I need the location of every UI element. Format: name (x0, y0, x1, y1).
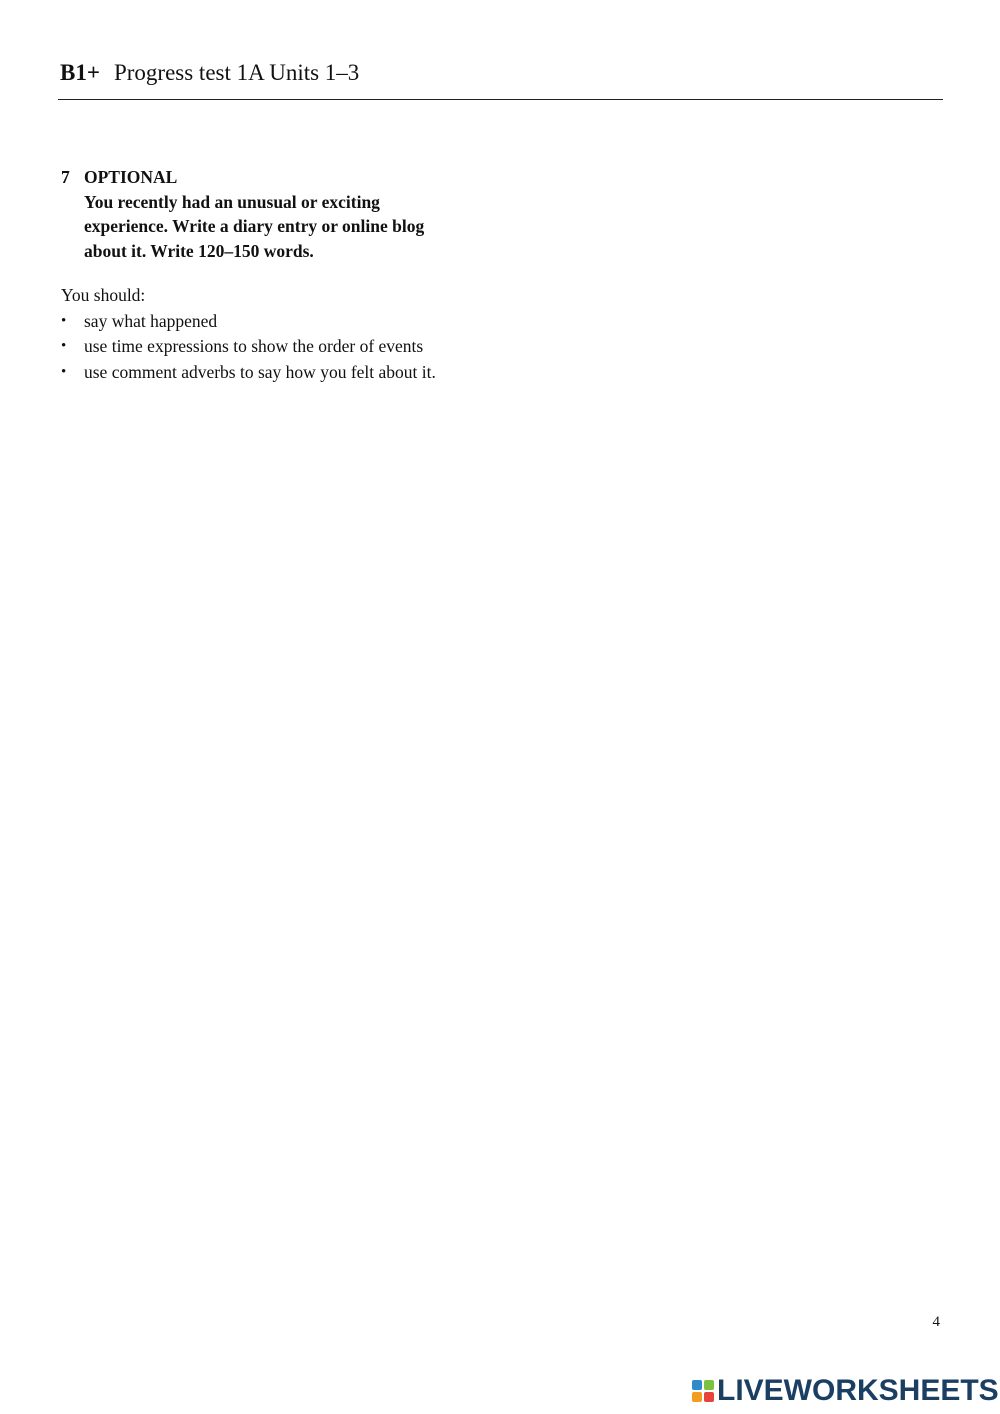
page-header (60, 58, 359, 88)
logo-square-icon (692, 1392, 702, 1402)
task-heading: OPTIONAL (84, 167, 178, 187)
logo-square-icon (692, 1380, 702, 1390)
page-title: Progress test 1A Units 1–3 (113, 60, 360, 85)
list-item (61, 309, 521, 335)
bullet-icon: • (61, 338, 67, 354)
page-number: 4 (932, 1314, 940, 1330)
header-divider (58, 99, 943, 100)
list-item-text: use comment adverbs to say how you felt about it. (84, 361, 436, 382)
instructions (61, 283, 521, 385)
level-label: B1+ (60, 60, 100, 85)
list-item-text: say what happened (84, 310, 218, 331)
task-prompt-line-3: about it. Write 120–150 words. (84, 240, 314, 261)
instructions-intro: You should: (61, 285, 146, 305)
liveworksheets-logo[interactable] (692, 1374, 999, 1408)
list-item (61, 334, 521, 360)
task-number: 7 (61, 167, 70, 187)
task-prompt-line-1: You recently had an unusual or exciting (84, 191, 380, 212)
logo-square-icon (704, 1380, 714, 1390)
logo-text: LIVEWORKSHEETS (717, 1374, 999, 1407)
logo-square-icon (704, 1392, 714, 1402)
task-body (84, 165, 484, 263)
instructions-list (61, 309, 521, 386)
list-item (61, 360, 521, 386)
task-prompt-line-2: experience. Write a diary entry or online blog (84, 216, 425, 236)
bullet-icon: • (61, 363, 67, 380)
list-item-text: use time expressions to show the order of events (84, 336, 424, 356)
logo-mark-icon (692, 1380, 714, 1402)
bullet-icon: • (61, 312, 67, 329)
